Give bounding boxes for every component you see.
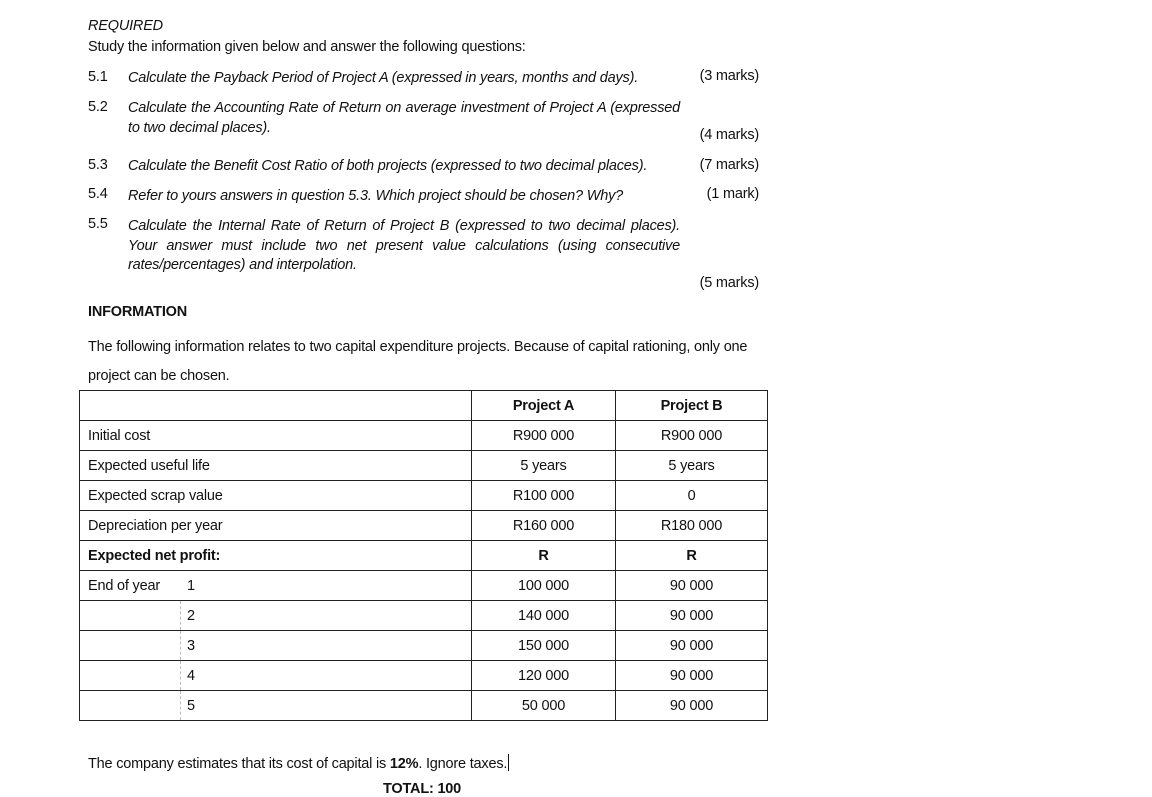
question-text: Calculate the Benefit Cost Ratio of both projects (expressed to two decimal places). [128, 158, 648, 174]
row-label: Expected scrap value [80, 481, 472, 511]
footer-text-before: The company estimates that its cost of capital is [88, 756, 390, 772]
table-row [80, 511, 768, 541]
project-a-value: R160 000 [472, 511, 616, 541]
cost-of-capital-note [88, 754, 509, 772]
year-number: 2 [187, 607, 195, 624]
information-text: The following information relates to two capital expenditure projects. Because of capital rationing, only one project can be chosen. [88, 339, 748, 384]
project-b-value: 0 [616, 481, 768, 511]
project-b-value: 90 000 [616, 661, 768, 691]
project-a-value: 120 000 [472, 661, 616, 691]
project-a-value: 150 000 [472, 631, 616, 661]
header-project-a: Project A [472, 391, 616, 421]
project-a-value: 50 000 [472, 691, 616, 721]
row-label: Depreciation per year [80, 511, 472, 541]
year-number: 3 [187, 637, 195, 654]
project-b-value: R900 000 [616, 421, 768, 451]
question-number: 5.1 [88, 69, 108, 85]
question-marks: (5 marks) [699, 275, 759, 291]
table-row [80, 421, 768, 451]
project-b-value: R [616, 541, 768, 571]
project-b-value: 90 000 [616, 571, 768, 601]
project-a-value: R900 000 [472, 421, 616, 451]
row-label: Initial cost [80, 421, 472, 451]
project-b-value: 90 000 [616, 691, 768, 721]
year-divider [180, 631, 181, 660]
question-number: 5.3 [88, 157, 108, 173]
table-header-blank [80, 391, 472, 421]
year-divider [180, 661, 181, 690]
project-a-value: R [472, 541, 616, 571]
footer-text-after: . Ignore taxes. [418, 756, 508, 772]
header-project-b: Project B [616, 391, 768, 421]
year-cell [80, 631, 472, 661]
table-row [80, 481, 768, 511]
project-a-value: 140 000 [472, 601, 616, 631]
project-b-value: R180 000 [616, 511, 768, 541]
project-b-value: 90 000 [616, 601, 768, 631]
year-cell [80, 601, 472, 631]
question-number: 5.2 [88, 99, 108, 115]
year-cell [80, 691, 472, 721]
project-b-value: 5 years [616, 451, 768, 481]
project-a-value: 100 000 [472, 571, 616, 601]
year-number: 5 [187, 697, 195, 714]
question-number: 5.5 [88, 216, 108, 232]
required-intro: Study the information given below and answer the following questions: [88, 39, 526, 55]
question-text: Calculate the Internal Rate of Return of Project B (expressed to two decimal places). Your answer must include two net present value calculations (using consecutive rates/percentages) and interpolation. [128, 218, 680, 273]
question-marks: (4 marks) [699, 127, 759, 143]
question-marks: (7 marks) [699, 157, 759, 173]
row-label: Expected useful life [80, 451, 472, 481]
text-cursor [508, 754, 509, 771]
year-row [80, 661, 768, 691]
table-header-row [80, 391, 768, 421]
total-marks-line: TOTAL: 100 [383, 781, 462, 797]
year-row [80, 601, 768, 631]
project-a-value: R100 000 [472, 481, 616, 511]
year-label: End of year [88, 577, 160, 594]
year-divider [180, 691, 181, 720]
project-comparison-table [79, 390, 768, 721]
year-row [80, 631, 768, 661]
row-label: Expected net profit: [80, 541, 472, 571]
project-a-value: 5 years [472, 451, 616, 481]
year-row [80, 691, 768, 721]
table-row [80, 541, 768, 571]
year-number: 1 [187, 577, 195, 594]
question-number: 5.4 [88, 186, 108, 202]
cost-of-capital-rate: 12% [389, 756, 419, 772]
required-title: REQUIRED [88, 18, 163, 34]
year-row [80, 571, 768, 601]
question-text: Calculate the Accounting Rate of Return on average investment of Project A (expressed to two decimal places). [128, 100, 680, 136]
year-divider [180, 601, 181, 630]
project-b-value: 90 000 [616, 631, 768, 661]
year-cell [80, 571, 472, 601]
year-cell [80, 661, 472, 691]
question-text: Calculate the Payback Period of Project A (expressed in years, months and days). [128, 70, 639, 86]
question-text: Refer to yours answers in question 5.3. Which project should be chosen? Why? [128, 188, 623, 204]
year-number: 4 [187, 667, 195, 684]
information-heading: INFORMATION [88, 304, 188, 320]
question-marks: (1 mark) [706, 186, 759, 202]
table-row [80, 451, 768, 481]
question-marks: (3 marks) [699, 68, 759, 84]
